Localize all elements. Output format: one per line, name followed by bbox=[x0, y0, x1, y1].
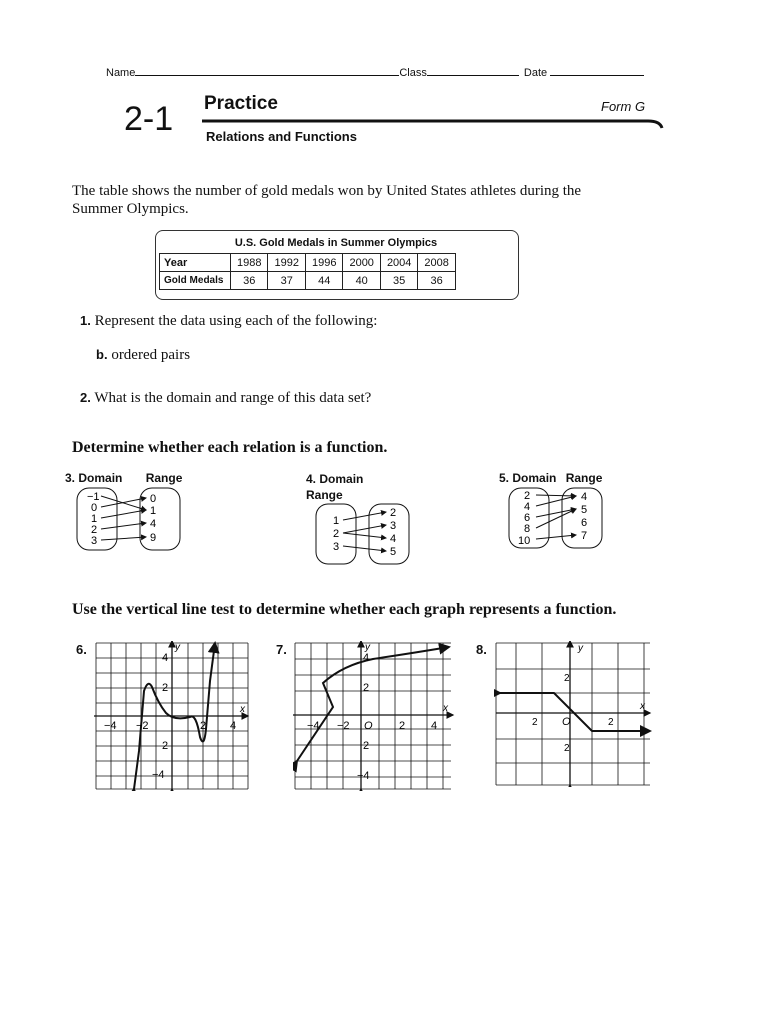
question-number: 8. bbox=[476, 642, 487, 657]
table-row bbox=[160, 272, 456, 290]
question-1b bbox=[96, 347, 190, 364]
tick-label: −4 bbox=[357, 770, 370, 782]
range-value: 4 bbox=[581, 491, 588, 503]
x-axis-label: x bbox=[640, 701, 645, 712]
question-number: b. bbox=[96, 347, 108, 362]
tick-label: −4 bbox=[104, 720, 117, 732]
table-cell: 1988 bbox=[231, 254, 268, 272]
x-axis-label: x bbox=[443, 703, 448, 714]
section-heading-relations: Determine whether each relation is a function. bbox=[72, 439, 388, 456]
table-cell: 40 bbox=[343, 272, 380, 290]
domain-value: −1 bbox=[87, 491, 100, 503]
x-axis-label: x bbox=[240, 704, 245, 715]
range-value: 5 bbox=[390, 546, 397, 558]
tick-label: 2 bbox=[363, 740, 370, 752]
domain-value: 10 bbox=[518, 535, 531, 547]
tick-label: 2 bbox=[363, 682, 370, 694]
table-caption: U.S. Gold Medals in Summer Olympics bbox=[234, 237, 438, 249]
domain-value: 3 bbox=[333, 541, 340, 553]
mapping-diagram-4 bbox=[313, 502, 413, 568]
range-value: 7 bbox=[581, 530, 588, 542]
relation-3-header bbox=[65, 471, 182, 485]
question-text: Represent the data using each of the following: bbox=[94, 313, 378, 329]
table-cell: 1992 bbox=[268, 254, 305, 272]
tick-label: 2 bbox=[564, 743, 570, 754]
tick-label: −4 bbox=[152, 769, 165, 781]
domain-value: 0 bbox=[91, 502, 98, 514]
curve bbox=[297, 647, 449, 761]
range-value: 4 bbox=[150, 518, 157, 530]
name-label: Name bbox=[106, 67, 136, 79]
range-label: Range bbox=[565, 471, 603, 485]
y-axis-label: y bbox=[578, 643, 583, 654]
tick-label: −4 bbox=[307, 720, 320, 732]
domain-value: 4 bbox=[524, 501, 531, 513]
class-field[interactable] bbox=[427, 64, 519, 76]
domain-label: Domain bbox=[78, 471, 123, 485]
question-1 bbox=[80, 313, 377, 330]
table-cell: Gold Medals bbox=[160, 272, 231, 290]
tick-label: 4 bbox=[162, 652, 169, 664]
y-axis-label: y bbox=[175, 642, 180, 653]
curve bbox=[500, 693, 650, 731]
domain-value: 2 bbox=[91, 524, 98, 536]
page-title: Practice bbox=[204, 93, 278, 114]
subtitle: Relations and Functions bbox=[206, 129, 357, 144]
question-2 bbox=[80, 390, 371, 407]
question-number: 2. bbox=[80, 390, 91, 405]
y-axis-label: y bbox=[365, 642, 370, 653]
mapping-diagram-3 bbox=[74, 486, 184, 554]
graph-7 bbox=[293, 641, 455, 791]
tick-label: 2 bbox=[608, 717, 614, 728]
tick-label: −2 bbox=[136, 720, 149, 732]
tick-label: 2 bbox=[162, 682, 169, 694]
domain-value: 6 bbox=[524, 512, 531, 524]
name-field[interactable] bbox=[135, 64, 399, 76]
range-value: 1 bbox=[150, 505, 157, 517]
date-label: Date bbox=[523, 67, 548, 79]
date-field[interactable] bbox=[550, 64, 644, 76]
range-value: 2 bbox=[390, 507, 397, 519]
table-cell: 44 bbox=[305, 272, 342, 290]
lesson-number: 2-1 bbox=[124, 100, 174, 138]
table-cell: 36 bbox=[231, 272, 268, 290]
domain-label: Domain bbox=[512, 471, 557, 485]
question-number: 3. bbox=[65, 471, 76, 485]
table-cell: 36 bbox=[418, 272, 455, 290]
range-value: 4 bbox=[390, 533, 397, 545]
domain-value: 3 bbox=[91, 535, 98, 547]
domain-value: 1 bbox=[333, 515, 340, 527]
mapping-diagram-5 bbox=[506, 486, 610, 552]
table-cell: 37 bbox=[268, 272, 305, 290]
header-fields bbox=[106, 64, 644, 79]
medals-table bbox=[159, 253, 456, 290]
domain-value: 2 bbox=[333, 528, 340, 540]
tick-label: −2 bbox=[337, 720, 350, 732]
question-number: 6. bbox=[76, 642, 87, 657]
range-value: 6 bbox=[581, 517, 588, 529]
tick-label: 2 bbox=[532, 717, 538, 728]
domain-label: Domain bbox=[319, 472, 364, 486]
domain-value: 2 bbox=[524, 490, 531, 502]
domain-value: 1 bbox=[91, 513, 98, 525]
range-value: 5 bbox=[581, 504, 588, 516]
origin-label: O bbox=[364, 720, 373, 732]
tick-label: 4 bbox=[230, 720, 237, 732]
question-text: ordered pairs bbox=[111, 347, 191, 363]
origin-label: O bbox=[562, 716, 571, 728]
tick-label: 2 bbox=[564, 673, 570, 684]
table-cell: 35 bbox=[380, 272, 417, 290]
table-row bbox=[160, 254, 456, 272]
question-text: What is the domain and range of this data set? bbox=[94, 390, 372, 406]
graph-8 bbox=[494, 641, 654, 787]
question-number: 5. bbox=[499, 471, 510, 485]
range-label: Range bbox=[306, 488, 343, 502]
range-value: 0 bbox=[150, 493, 157, 505]
range-value: 9 bbox=[150, 532, 157, 544]
tick-label: 4 bbox=[363, 652, 370, 664]
relation-4-header bbox=[306, 471, 363, 503]
section-heading-graphs: Use the vertical line test to determine whether each graph represents a function. bbox=[72, 601, 617, 618]
range-value: 3 bbox=[390, 520, 397, 532]
range-label: Range bbox=[145, 471, 183, 485]
form-label: Form G bbox=[601, 99, 646, 114]
tick-label: 2 bbox=[162, 740, 169, 752]
table-cell: Year bbox=[160, 254, 231, 272]
graph-6 bbox=[94, 641, 250, 791]
question-number: 4. bbox=[306, 472, 317, 486]
tick-label: 2 bbox=[399, 720, 406, 732]
domain-value: 8 bbox=[524, 523, 531, 535]
table-cell: 1996 bbox=[305, 254, 342, 272]
class-label: Class bbox=[399, 67, 427, 79]
relation-5-header bbox=[499, 471, 602, 485]
tick-label: 2 bbox=[200, 720, 207, 732]
question-number: 1. bbox=[80, 313, 91, 328]
question-number: 7. bbox=[276, 642, 287, 657]
intro-text: The table shows the number of gold medals won by United States athletes during the Summer Olympics. bbox=[72, 183, 582, 217]
tick-label: 4 bbox=[431, 720, 438, 732]
grid bbox=[496, 643, 650, 785]
table-cell: 2000 bbox=[343, 254, 380, 272]
table-cell: 2004 bbox=[380, 254, 417, 272]
table-cell: 2008 bbox=[418, 254, 455, 272]
grid bbox=[295, 643, 451, 789]
